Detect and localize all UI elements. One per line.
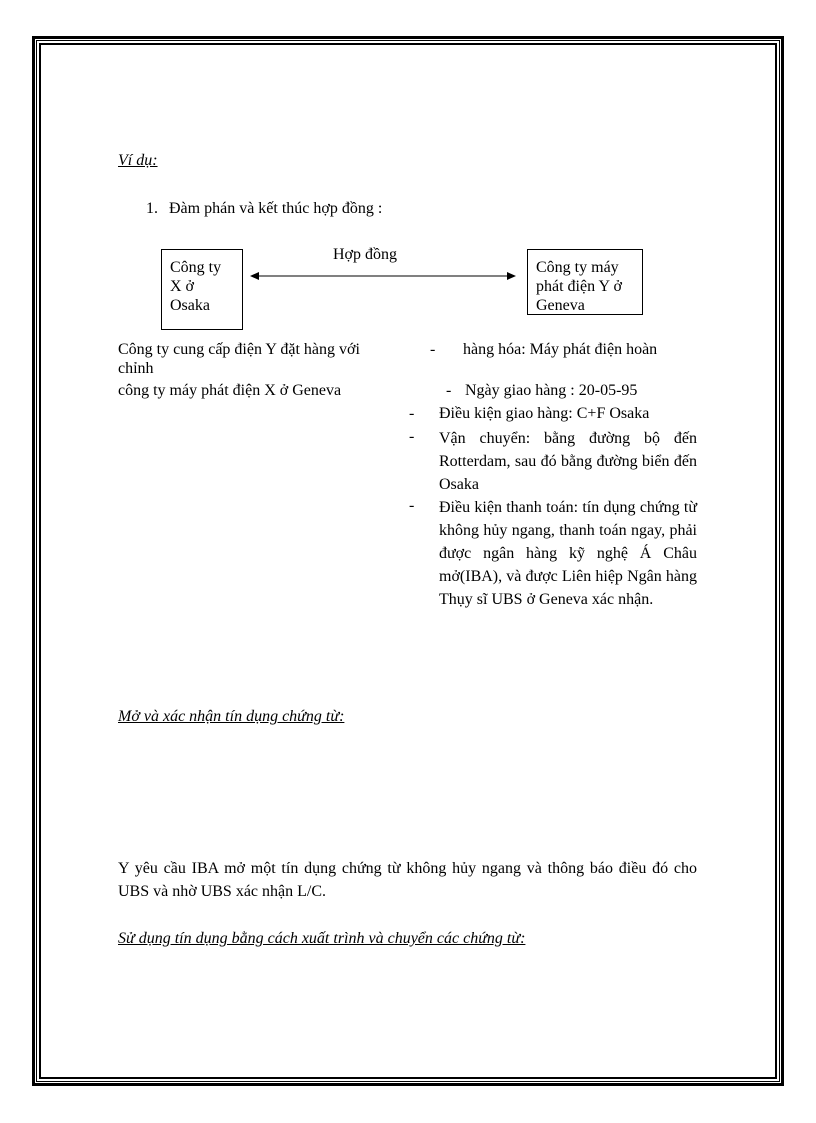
company-x-label: Công ty X ở Osaka xyxy=(170,259,222,314)
bullet-payment: - xyxy=(409,497,415,514)
bullet-goods: - xyxy=(430,341,436,358)
term-goods: hàng hóa: Máy phát điện hoàn xyxy=(463,341,658,358)
contract-label: Hợp đồng xyxy=(333,246,398,263)
contract-arrow xyxy=(250,269,516,283)
term-payment: Điều kiện thanh toán: tín dụng chứng từ không hủy ngang, thanh toán ngay, phải được ngân hàng kỹ nghệ Á Châu mở(IBA), và được Liên hiệp Ngân hàng Thụy sĩ UBS ở Geneva xác nhận. xyxy=(439,499,697,608)
term-delivery-terms: Điều kiện giao hàng: C+F Osaka xyxy=(439,405,650,422)
example-heading: Ví dụ: xyxy=(118,152,158,169)
bullet-delivery-terms: - xyxy=(409,405,415,422)
company-y-label: Công ty máy phát điện Y ở Geneva xyxy=(536,259,622,314)
step1-number: 1. xyxy=(146,200,158,217)
section2-heading: Mở và xác nhận tín dụng chứng từ: xyxy=(118,708,345,725)
section2-paragraph: Y yêu cầu IBA mở một tín dụng chứng từ không hủy ngang và thông báo điều đó cho UBS và nhờ UBS xác nhận L/C. xyxy=(118,860,697,900)
left-col-line3: công ty máy phát điện X ở Geneva xyxy=(118,382,342,399)
company-y-box xyxy=(527,249,643,315)
step1-title: Đàm phán và kết thúc hợp đồng : xyxy=(169,200,383,217)
left-col-line1: Công ty cung cấp điện Y đặt hàng với xyxy=(118,341,360,358)
term-transport: Vận chuyển: bằng đường bộ đến Rotterdam, sau đó bằng đường biển đến Osaka xyxy=(439,430,697,493)
bullet-delivery-date: - xyxy=(446,382,452,399)
bullet-transport: - xyxy=(409,428,415,445)
company-x-box xyxy=(161,249,243,330)
left-col-line2: chỉnh xyxy=(118,360,154,377)
section3-heading: Sử dụng tín dụng bằng cách xuất trình và chuyển các chứng từ: xyxy=(118,930,526,947)
term-delivery-date: Ngày giao hàng : 20-05-95 xyxy=(465,382,638,399)
